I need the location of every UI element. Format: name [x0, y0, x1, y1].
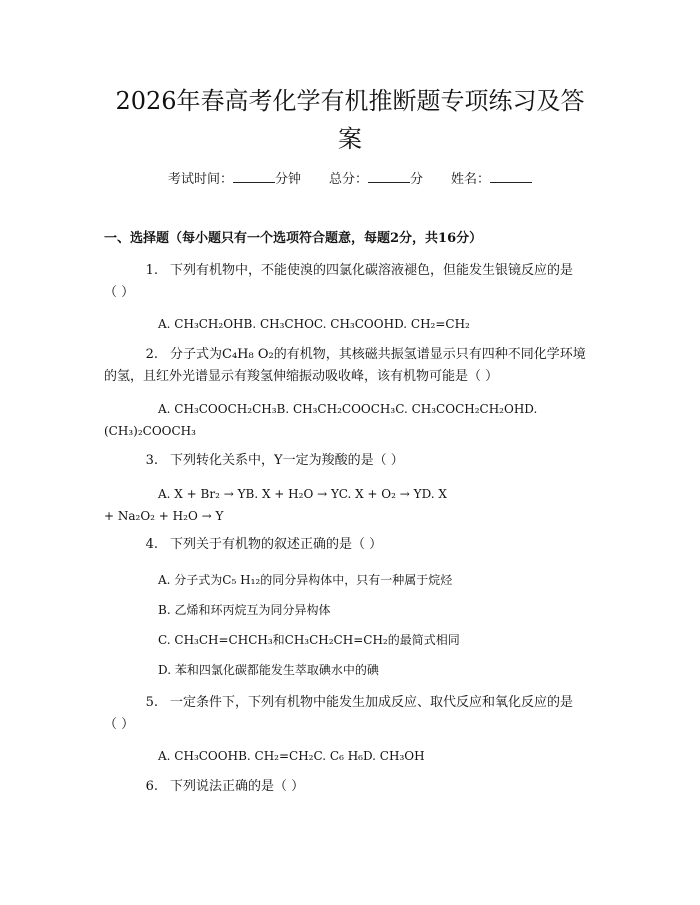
- option-a[interactable]: A. CH₃COOCH₂CH₃: [158, 402, 277, 416]
- question-1: [104, 260, 592, 304]
- option-d[interactable]: D. CH₃OH: [362, 749, 425, 763]
- question-2-options: [104, 398, 592, 442]
- option-d[interactable]: D. 苯和四氯化碳都能发生萃取碘水中的碘: [158, 663, 379, 677]
- option-d[interactable]: D.: [524, 402, 538, 416]
- option-d-continued: (CH₃)₂COOCH₃: [104, 424, 196, 438]
- question-stem-cont: （ ）: [104, 717, 135, 732]
- score-label: 总分：: [328, 172, 368, 187]
- document-title: [60, 82, 640, 158]
- question-stem: 下列有机物中，不能使溴的四氯化碳溶液褪色，但能发生银镜反应的是: [170, 263, 574, 278]
- option-c[interactable]: C. CH₃COCH₂CH₂OH: [395, 402, 525, 416]
- question-6: [104, 776, 592, 798]
- option-b[interactable]: B. 乙烯和环丙烷互为同分异构体: [158, 603, 331, 617]
- title-line-1: 2026年春高考化学有机推断题专项练习及答: [115, 87, 585, 115]
- question-3: [104, 450, 592, 472]
- exam-info-line: [0, 168, 700, 190]
- option-d-continued: + Na₂O₂ + H₂O → Y: [104, 509, 224, 523]
- question-1-options: [104, 313, 592, 335]
- option-c[interactable]: C. C₆ H₆: [313, 749, 363, 763]
- score-unit: 分: [410, 172, 424, 187]
- question-stem: 下列说法正确的是（ ）: [170, 779, 305, 794]
- question-number: 6.: [145, 779, 158, 794]
- name-label: 姓名：: [451, 172, 491, 187]
- option-c[interactable]: C. X + O₂ → Y: [338, 487, 422, 501]
- question-stem: 分子式为C₄H₈ O₂的有机物，其核磁共振氢谱显示只有四种不同化学环境: [170, 347, 586, 362]
- question-number: 5.: [145, 695, 158, 710]
- option-b[interactable]: B. X + H₂O → Y: [245, 487, 339, 501]
- question-5: [104, 692, 592, 736]
- question-stem: 一定条件下，下列有机物中能发生加成反应、取代反应和氧化反应的是: [170, 695, 574, 710]
- name-blank[interactable]: [490, 168, 532, 183]
- question-2: [104, 344, 592, 388]
- question-stem-cont: （ ）: [104, 285, 135, 300]
- question-number: 1.: [145, 263, 158, 278]
- question-number: 3.: [145, 453, 158, 468]
- question-5-options: [104, 745, 592, 767]
- option-b[interactable]: B. CH₃CH₂COOCH₃: [276, 402, 396, 416]
- option-a[interactable]: A. X + Br₂ → Y: [158, 487, 246, 501]
- question-stem: 下列关于有机物的叙述正确的是（ ）: [170, 537, 383, 552]
- title-line-2: 案: [338, 125, 362, 153]
- question-stem-cont: 的氢，且红外光谱显示有羧氢伸缩振动吸收峰，该有机物可能是（ ）: [104, 369, 499, 384]
- question-number: 2.: [145, 347, 158, 362]
- time-blank[interactable]: [233, 168, 275, 183]
- question-stem: 下列转化关系中，Y一定为羧酸的是（ ）: [170, 453, 404, 468]
- option-a[interactable]: A. 分子式为C₅ H₁₂的同分异构体中，只有一种属于烷烃: [158, 573, 453, 587]
- option-c[interactable]: C. CH₃COOH: [313, 317, 395, 331]
- time-label: 考试时间：: [167, 172, 233, 187]
- option-b[interactable]: B. CH₂=CH₂: [238, 749, 314, 763]
- option-d[interactable]: D. X: [421, 487, 447, 501]
- section-heading: 一、选择题（每小题只有一个选项符合题意，每题2分，共16分）: [104, 231, 483, 246]
- time-unit: 分钟: [274, 172, 301, 187]
- option-c[interactable]: C. CH₃CH=CHCH₃和CH₃CH₂CH=CH₂的最简式相同: [158, 633, 460, 647]
- score-blank[interactable]: [368, 168, 410, 183]
- question-4: [104, 534, 592, 556]
- option-b[interactable]: B. CH₃CHO: [243, 317, 314, 331]
- question-number: 4.: [145, 537, 158, 552]
- option-a[interactable]: A. CH₃CH₂OH: [158, 317, 244, 331]
- option-d[interactable]: D. CH₂=CH₂: [394, 317, 470, 331]
- question-4-options: [104, 565, 592, 685]
- question-3-options: [104, 483, 592, 527]
- option-a[interactable]: A. CH₃COOH: [158, 749, 239, 763]
